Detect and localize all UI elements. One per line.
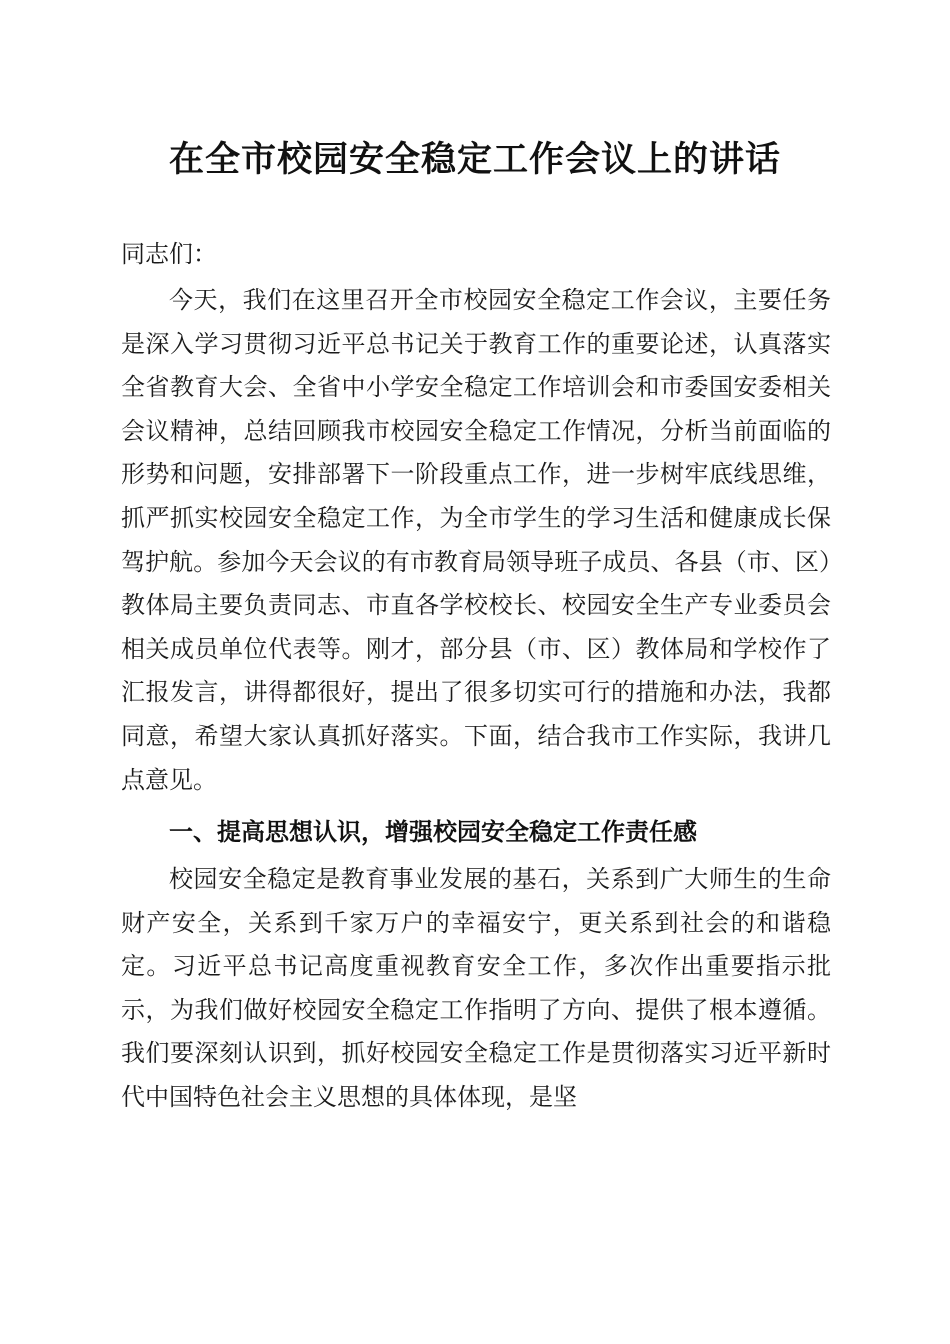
paragraph-section-1: 校园安全稳定是教育事业发展的基石，关系到广大师生的生命财产安全，关系到千家万户的幸福安宁，更关系到社会的和谐稳定。习近平总书记高度重视教育安全工作，多次作出重要指示批示，为我们做好校园安全稳定工作指明了方向、提供了根本遵循。我们要深刻认识到，抓好校园安全稳定工作是贯彻落实习近平新时代中国特色社会主义思想的具体体现，是坚: [121, 865, 831, 1111]
salutation: 同志们：: [121, 240, 217, 268]
section-heading-1: 一、提高思想认识，增强校园安全稳定工作责任感: [169, 818, 697, 846]
paragraph-intro: 今天，我们在这里召开全市校园安全稳定工作会议，主要任务是深入学习贯彻习近平总书记关于教育工作的重要论述，认真落实全省教育大会、全省中小学安全稳定工作培训会和市委国安委相关会议精神，总结回顾我市校园安全稳定工作情况，分析当前面临的形势和问题，安排部署下一阶段重点工作，进一步树牢底线思维，抓严抓实校园安全稳定工作，为全市学生的学习生活和健康成长保驾护航。参加今天会议的有市教育局领导班子成员、各县（市、区）教体局主要负责同志、市直各学校校长、校园安全生产专业委员会相关成员单位代表等。刚才，部分县（市、区）教体局和学校作了汇报发言，讲得都很好，提出了很多切实可行的措施和办法，我都同意，希望大家认真抓好落实。下面，结合我市工作实际，我讲几点意见。: [121, 286, 831, 794]
document-title: 在全市校园安全稳定工作会议上的讲话: [168, 139, 781, 180]
